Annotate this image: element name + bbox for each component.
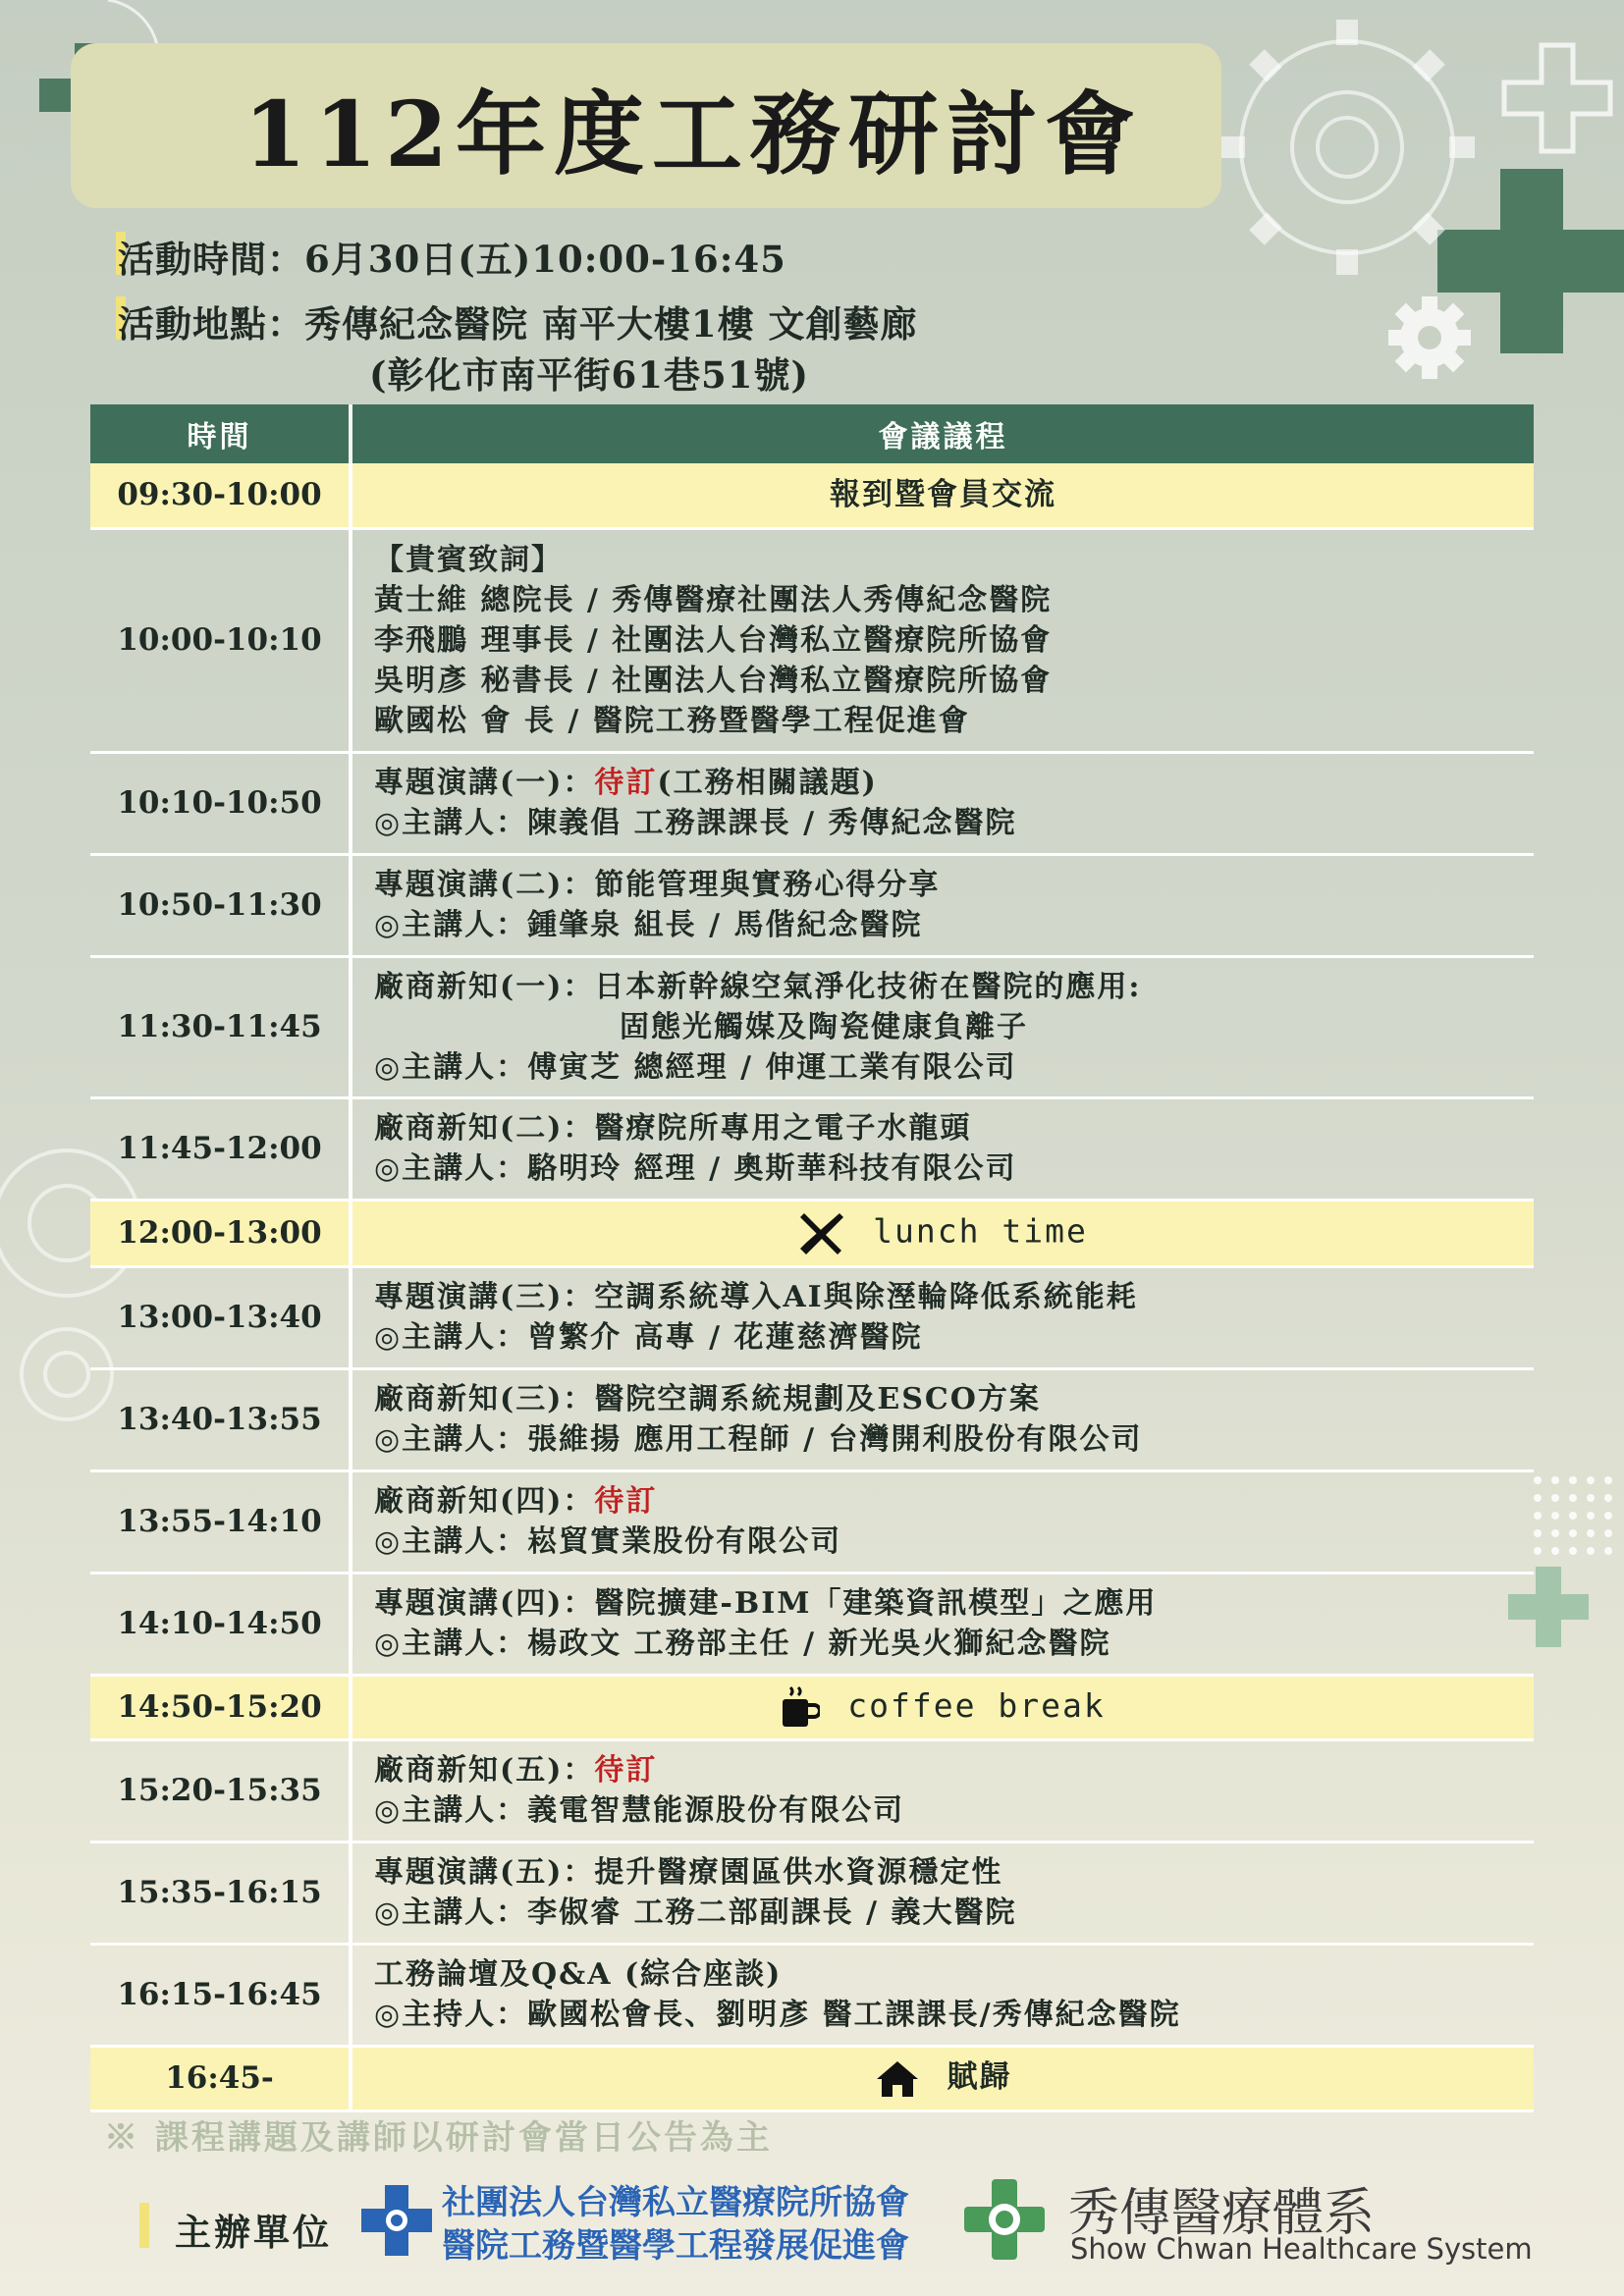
row-time: 12:00-13:00 bbox=[90, 1200, 351, 1266]
program-line: ◎主持人：歐國松會長、劉明彥 醫工課課長/秀傳紀念醫院 bbox=[374, 1998, 1181, 2032]
row-program bbox=[351, 854, 1534, 956]
organizer-hospital-cn: 秀傳醫療體系 bbox=[1068, 2184, 1376, 2243]
program-line: ◎主講人：崧貿實業股份有限公司 bbox=[374, 1524, 842, 1559]
outline-plus-icon bbox=[1504, 45, 1610, 151]
table-row bbox=[90, 1200, 1534, 1266]
program-line: 歐國松 會 長 / 醫院工務暨醫學工程促進會 bbox=[374, 703, 970, 738]
pending-label: 待訂 bbox=[594, 1484, 658, 1519]
table-row bbox=[90, 1470, 1534, 1573]
cutlery-icon bbox=[798, 1209, 845, 1256]
program-line: 【貴賓致詞】 bbox=[374, 542, 563, 577]
event-place-value: 秀傳紀念醫院 南平大樓1樓 文創藝廊 bbox=[304, 302, 918, 346]
program-line: ◎主講人：曾繁介 高專 / 花蓮慈濟醫院 bbox=[374, 1320, 923, 1355]
table-row bbox=[90, 854, 1534, 956]
header-program: 會議議程 bbox=[351, 404, 1534, 463]
row-time: 10:50-11:30 bbox=[90, 854, 351, 956]
program-line bbox=[374, 1750, 1534, 1790]
program-line: 專題演講(四)：醫院擴建-BIM「建築資訊模型」之應用 bbox=[374, 1586, 1158, 1621]
program-title: 廠商新知(四)： bbox=[374, 1484, 595, 1519]
program-subtitle: (工務相關議題) bbox=[657, 766, 878, 800]
table-row bbox=[90, 2046, 1534, 2110]
program-line: 專題演講(五)：提升醫療園區供水資源穩定性 bbox=[374, 1855, 1003, 1890]
row-program bbox=[351, 1470, 1534, 1573]
table-row bbox=[90, 1739, 1534, 1842]
program-line: ◎主講人：鍾肇泉 組長 / 馬偕紀念醫院 bbox=[374, 908, 923, 942]
row-time: 14:10-14:50 bbox=[90, 1573, 351, 1675]
org1-line1: 社團法人台灣私立醫療院所協會 bbox=[442, 2183, 909, 2222]
row-time: 10:10-10:50 bbox=[90, 752, 351, 854]
program-line: 廠商新知(二)：醫療院所專用之電子水龍頭 bbox=[374, 1111, 972, 1146]
program-line: 工務論壇及Q&A (綜合座談) bbox=[374, 1957, 783, 1992]
row-time: 13:40-13:55 bbox=[90, 1368, 351, 1470]
event-time bbox=[118, 230, 786, 283]
show-chwan-logo-icon bbox=[962, 2177, 1047, 2262]
program-line: ◎主講人：駱明玲 經理 / 奧斯華科技有限公司 bbox=[374, 1151, 1017, 1186]
table-row bbox=[90, 1266, 1534, 1368]
host-label: 主辦單位 bbox=[175, 2211, 332, 2254]
table-header bbox=[90, 404, 1534, 463]
schedule-note: ※ 課程講題及講師以研討會當日公告為主 bbox=[104, 2118, 773, 2158]
program-line bbox=[374, 763, 1534, 803]
break-label: lunch time bbox=[873, 1211, 1088, 1251]
row-program bbox=[351, 1200, 1534, 1266]
table-row bbox=[90, 1675, 1534, 1739]
row-time: 13:00-13:40 bbox=[90, 1266, 351, 1368]
program-title: 專題演講(一)： bbox=[374, 766, 595, 800]
table-row bbox=[90, 1097, 1534, 1200]
row-time: 15:35-16:15 bbox=[90, 1842, 351, 1944]
row-time: 16:45- bbox=[90, 2046, 351, 2110]
association-logo-icon bbox=[359, 2183, 434, 2258]
row-time: 09:30-10:00 bbox=[90, 463, 351, 528]
coffee-cup-icon bbox=[781, 1685, 820, 1729]
event-time-label: 活動時間： bbox=[118, 238, 304, 281]
row-time: 11:45-12:00 bbox=[90, 1097, 351, 1200]
dot-grid-icon bbox=[1534, 1476, 1612, 1555]
row-program bbox=[351, 1097, 1534, 1200]
row-time: 13:55-14:10 bbox=[90, 1470, 351, 1573]
event-place-label: 活動地點： bbox=[118, 302, 304, 346]
table-row bbox=[90, 956, 1534, 1097]
row-program bbox=[351, 752, 1534, 854]
break-label: 賦歸 bbox=[947, 2059, 1012, 2096]
break-label: coffee break bbox=[847, 1685, 1106, 1725]
pending-label: 待訂 bbox=[594, 1753, 658, 1788]
organizer-association bbox=[442, 2181, 909, 2268]
accent-bar bbox=[139, 2203, 149, 2248]
table-row bbox=[90, 528, 1534, 752]
program-line: 廠商新知(三)：醫院空調系統規劃及ESCO方案 bbox=[374, 1382, 1041, 1416]
pending-label: 待訂 bbox=[594, 766, 658, 800]
row-program bbox=[351, 1573, 1534, 1675]
table-row bbox=[90, 1368, 1534, 1470]
row-time: 10:00-10:10 bbox=[90, 528, 351, 752]
program-line: 專題演講(三)：空調系統導入AI與除溼輪降低系統能耗 bbox=[374, 1280, 1138, 1314]
row-time: 16:15-16:45 bbox=[90, 1944, 351, 2046]
program-line: 廠商新知(一)：日本新幹線空氣淨化技術在醫院的應用: bbox=[374, 969, 1142, 1004]
row-program bbox=[351, 1368, 1534, 1470]
row-program bbox=[351, 1266, 1534, 1368]
program-line: 李飛鵬 理事長 / 社團法人台灣私立醫療院所協會 bbox=[374, 622, 1053, 658]
row-program bbox=[351, 528, 1534, 752]
row-program bbox=[351, 1675, 1534, 1739]
table-row bbox=[90, 1842, 1534, 1944]
event-time-value: 6月30日(五)10:00-16:45 bbox=[304, 238, 786, 281]
big-plus-icon bbox=[1437, 169, 1624, 353]
schedule-table bbox=[90, 404, 1534, 2112]
program-line: ◎主講人：楊政文 工務部主任 / 新光吳火獅紀念醫院 bbox=[374, 1627, 1111, 1661]
table-row bbox=[90, 463, 1534, 528]
table-row bbox=[90, 1944, 1534, 2046]
event-place bbox=[118, 294, 918, 347]
program-title: 廠商新知(五)： bbox=[374, 1753, 595, 1788]
program-line: ◎主講人：張維揚 應用工程師 / 台灣開利股份有限公司 bbox=[374, 1422, 1143, 1457]
program-line: ◎主講人：傅寅芝 總經理 / 伸運工業有限公司 bbox=[374, 1049, 1017, 1085]
org1-line2: 醫院工務暨醫學工程發展促進會 bbox=[442, 2226, 909, 2266]
program-line: ◎主講人：李俶睿 工務二部副課長 / 義大醫院 bbox=[374, 1896, 1017, 1930]
program-line: 專題演講(二)：節能管理與實務心得分享 bbox=[374, 868, 941, 902]
program-line: 固態光觸媒及陶瓷健康負離子 bbox=[620, 1009, 1028, 1044]
row-time: 15:20-15:35 bbox=[90, 1739, 351, 1842]
program-line bbox=[374, 1481, 1534, 1522]
row-program bbox=[351, 1739, 1534, 1842]
home-icon bbox=[875, 2059, 920, 2099]
organizer-hospital-en: Show Chwan Healthcare System bbox=[1070, 2232, 1533, 2266]
row-program bbox=[351, 1944, 1534, 2046]
table-row bbox=[90, 1573, 1534, 1675]
header-time: 時間 bbox=[90, 404, 351, 463]
gear-teeth-icon bbox=[1219, 20, 1475, 275]
table-row bbox=[90, 752, 1534, 854]
row-program bbox=[351, 1842, 1534, 1944]
event-address: (彰化市南平街61巷51號) bbox=[369, 353, 809, 397]
program-line: 吳明彥 秘書長 / 社團法人台灣私立醫療院所協會 bbox=[374, 663, 1053, 698]
program-line: ◎主講人：陳義倡 工務課課長 / 秀傳紀念醫院 bbox=[374, 806, 1017, 840]
page-title: 112年度工務研討會 bbox=[244, 81, 1144, 187]
program-line: ◎主講人：義電智慧能源股份有限公司 bbox=[374, 1793, 905, 1828]
row-time: 11:30-11:45 bbox=[90, 956, 351, 1097]
row-program: 報到暨會員交流 bbox=[351, 463, 1534, 528]
row-program bbox=[351, 2046, 1534, 2110]
row-program bbox=[351, 956, 1534, 1097]
program-line: 黃士維 總院長 / 秀傳醫療社團法人秀傳紀念醫院 bbox=[374, 582, 1053, 617]
row-time: 14:50-15:20 bbox=[90, 1675, 351, 1739]
